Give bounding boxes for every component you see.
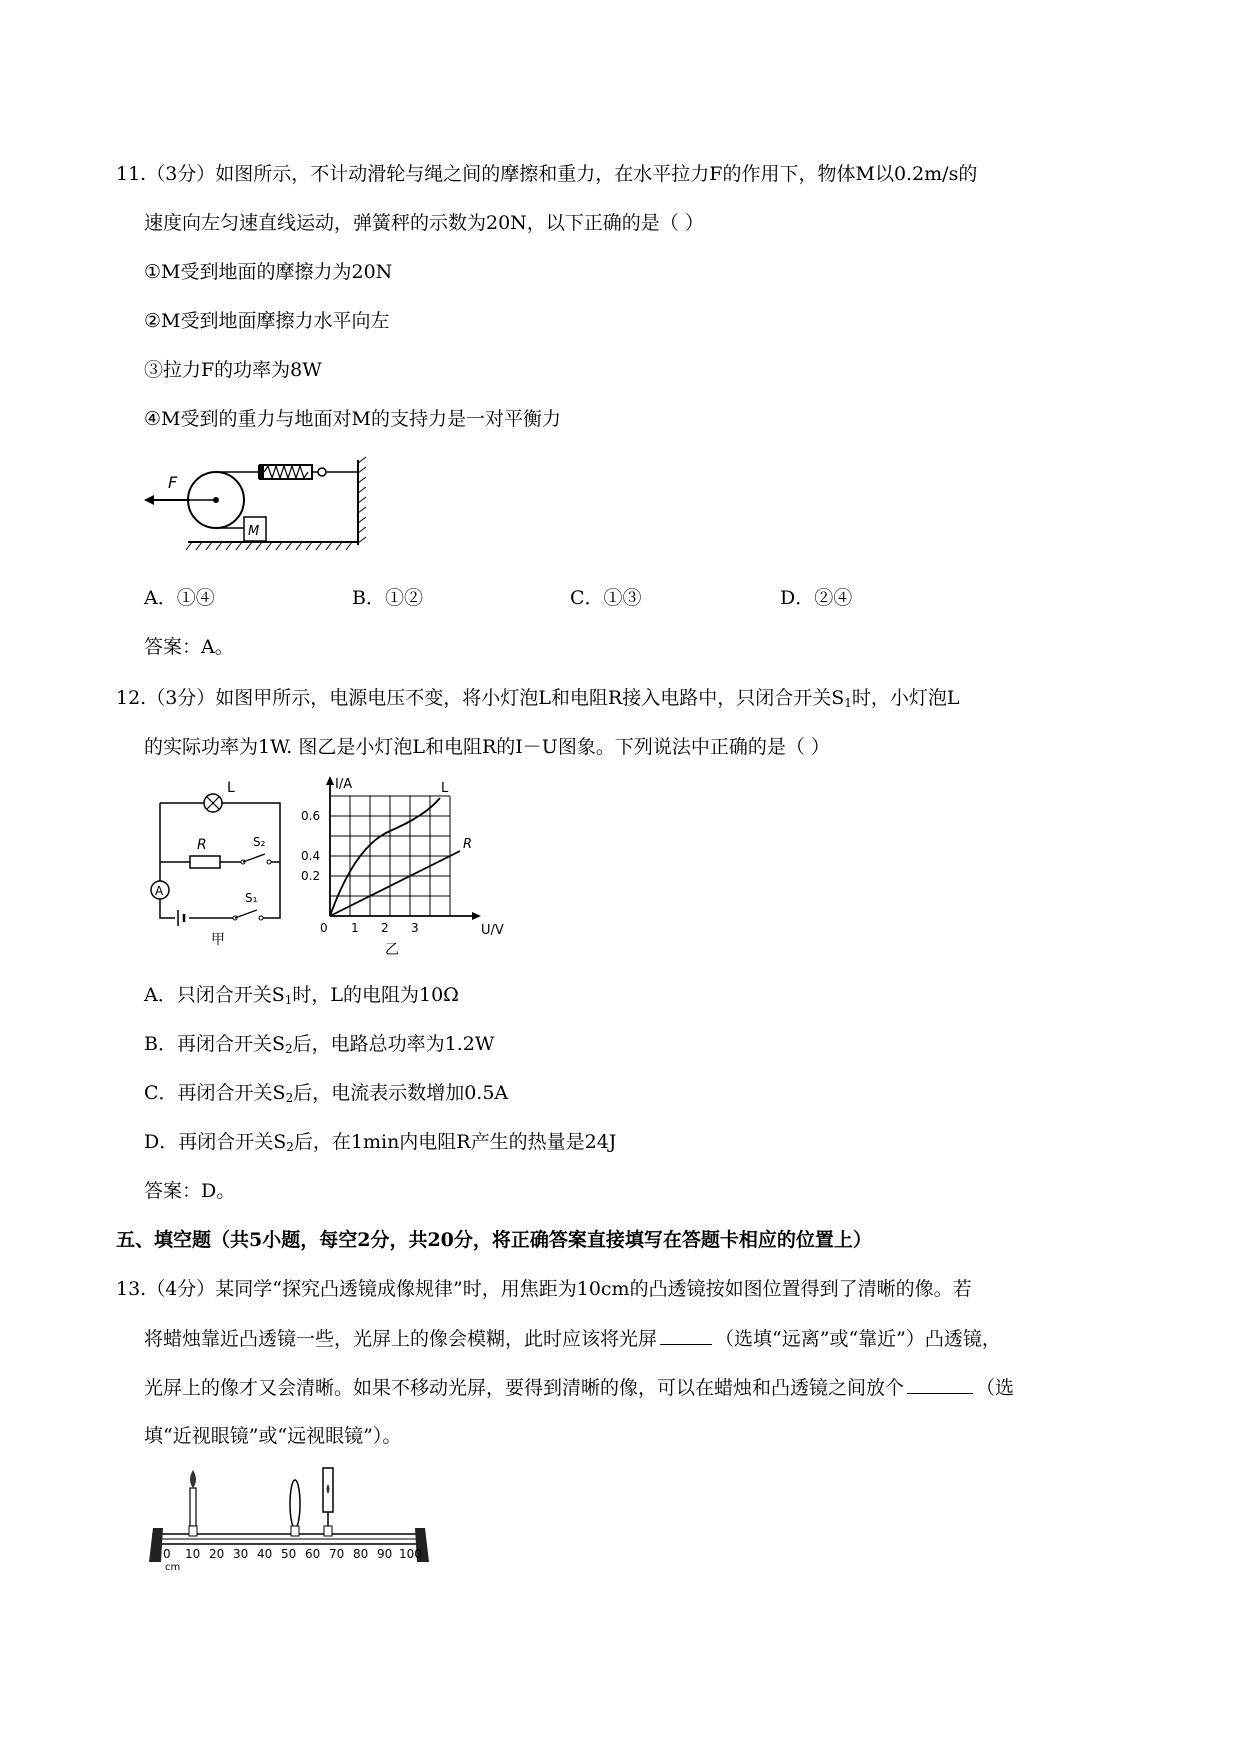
q11-statement-3: ③拉力F的功率为8W xyxy=(144,359,322,381)
ammeter-label: A xyxy=(155,884,164,898)
q13-line3: 光屏上的像才又会清晰。如果不移动光屏，要得到清晰的像，可以在蜡烛和凸透镜之间放个 （选 xyxy=(144,1377,1015,1399)
q11-option-b: B．①② xyxy=(352,587,423,609)
q13-blank-2[interactable] xyxy=(907,1375,973,1394)
q11-answer: 答案：A。 xyxy=(144,636,234,658)
block-label: M xyxy=(248,524,260,539)
origin-label: 0 xyxy=(320,921,328,935)
resistor-label: R xyxy=(197,837,207,853)
q13-blank-1[interactable] xyxy=(660,1326,712,1345)
lens xyxy=(290,1480,300,1528)
section-5-title: 五、填空题（共5小题，每空2分，共20分，将正确答案直接填写在答题卡相应的位置上） xyxy=(116,1229,872,1251)
resistor-symbol xyxy=(190,856,220,868)
x-tick-0: 1 xyxy=(351,921,359,935)
unit-label: cm xyxy=(165,1562,181,1573)
q11-option-d: D．②④ xyxy=(780,587,853,609)
force-label: F xyxy=(168,473,178,492)
q11-pulley-figure xyxy=(140,455,380,565)
line-r-label: R xyxy=(463,837,473,852)
curve-l-label: L xyxy=(441,781,449,796)
x-tick-2: 3 xyxy=(411,921,419,935)
tick-0: 0 xyxy=(163,1547,171,1561)
q13-optical-bench xyxy=(145,1462,445,1572)
y-tick-0: 0.2 xyxy=(301,869,321,883)
q11-statement-2: ②M受到地面摩擦力水平向左 xyxy=(144,310,390,332)
q12-answer: 答案：D。 xyxy=(144,1180,236,1202)
q12-iu-graph xyxy=(301,776,515,958)
q11-statement-4: ④M受到的重力与地面对M的支持力是一对平衡力 xyxy=(144,408,561,430)
graph-grid xyxy=(330,796,450,916)
q11-stem-line2: 速度向左匀速直线运动，弹簧秤的示数为20N，以下正确的是（ ） xyxy=(144,212,704,234)
q12-stem-line1: 12.（3分）如图甲所示，电源电压不变，将小灯泡L和电阻R接入电路中，只闭合开关$S_1$时，小灯泡L xyxy=(116,687,960,710)
tick-10: 10 xyxy=(185,1547,201,1561)
tick-20: 20 xyxy=(209,1547,225,1561)
tick-40: 40 xyxy=(257,1547,273,1561)
y-tick-2: 0.6 xyxy=(301,809,321,823)
x-axis-label: U/V xyxy=(481,923,504,938)
q11-option-c: C．①③ xyxy=(570,587,642,609)
q12-option-c: C．再闭合开关$S_2$后，电流表示数增加0.5A xyxy=(144,1082,509,1105)
q11-stem-line1: 11.（3分）如图所示，不计动滑轮与绳之间的摩擦和重力，在水平拉力F的作用下，物体M以0.2m/s的 xyxy=(116,163,978,185)
y-axis-label: I/A xyxy=(335,777,353,792)
tick-80: 80 xyxy=(353,1547,369,1561)
candle-flame xyxy=(190,1470,196,1488)
q12-circuit-figure xyxy=(145,776,295,946)
q13-line1: 13.（4分）某同学“探究凸透镜成像规律”时，用焦距为10cm的凸透镜按如图位置得到了清晰的像。若 xyxy=(116,1278,972,1300)
q11-statement-1: ①M受到地面的摩擦力为20N xyxy=(144,261,393,283)
q12-stem-line2: 的实际功率为1W. 图乙是小灯泡L和电阻R的I－U图象。下列说法中正确的是（ ） xyxy=(144,736,830,758)
tick-50: 50 xyxy=(281,1547,297,1561)
force-arrow-head xyxy=(144,495,154,505)
x-tick-1: 2 xyxy=(381,921,389,935)
switch2-label: S₂ xyxy=(253,835,266,849)
lamp-label: L xyxy=(227,780,235,796)
tick-100: 100 xyxy=(399,1547,422,1561)
q12-option-d: D．再闭合开关$S_2$后，在1min内电阻R产生的热量是24J xyxy=(144,1131,617,1154)
q12-option-b: B．再闭合开关$S_2$后，电路总功率为1.2W xyxy=(144,1033,495,1056)
tick-60: 60 xyxy=(305,1547,321,1561)
tick-90: 90 xyxy=(377,1547,393,1561)
y-tick-1: 0.4 xyxy=(301,849,321,863)
q13-line4: 填“近视眼镜”或“远视眼镜”）。 xyxy=(144,1425,402,1447)
q13-line2: 将蜡烛靠近凸透镜一些，光屏上的像会模糊，此时应该将光屏 （选填“远离”或“靠近”）凸透镜， xyxy=(144,1328,1001,1350)
circuit-caption: 甲 xyxy=(211,932,225,948)
stand-left xyxy=(149,1528,163,1562)
candle xyxy=(190,1488,196,1526)
q11-option-a: A．①④ xyxy=(144,587,215,609)
switch1-label: S₁ xyxy=(245,891,258,905)
tick-30: 30 xyxy=(233,1547,249,1561)
tick-70: 70 xyxy=(329,1547,345,1561)
q12-option-a: A．只闭合开关$S_1$时，L的电阻为10Ω xyxy=(144,984,459,1007)
graph-caption: 乙 xyxy=(385,942,399,958)
